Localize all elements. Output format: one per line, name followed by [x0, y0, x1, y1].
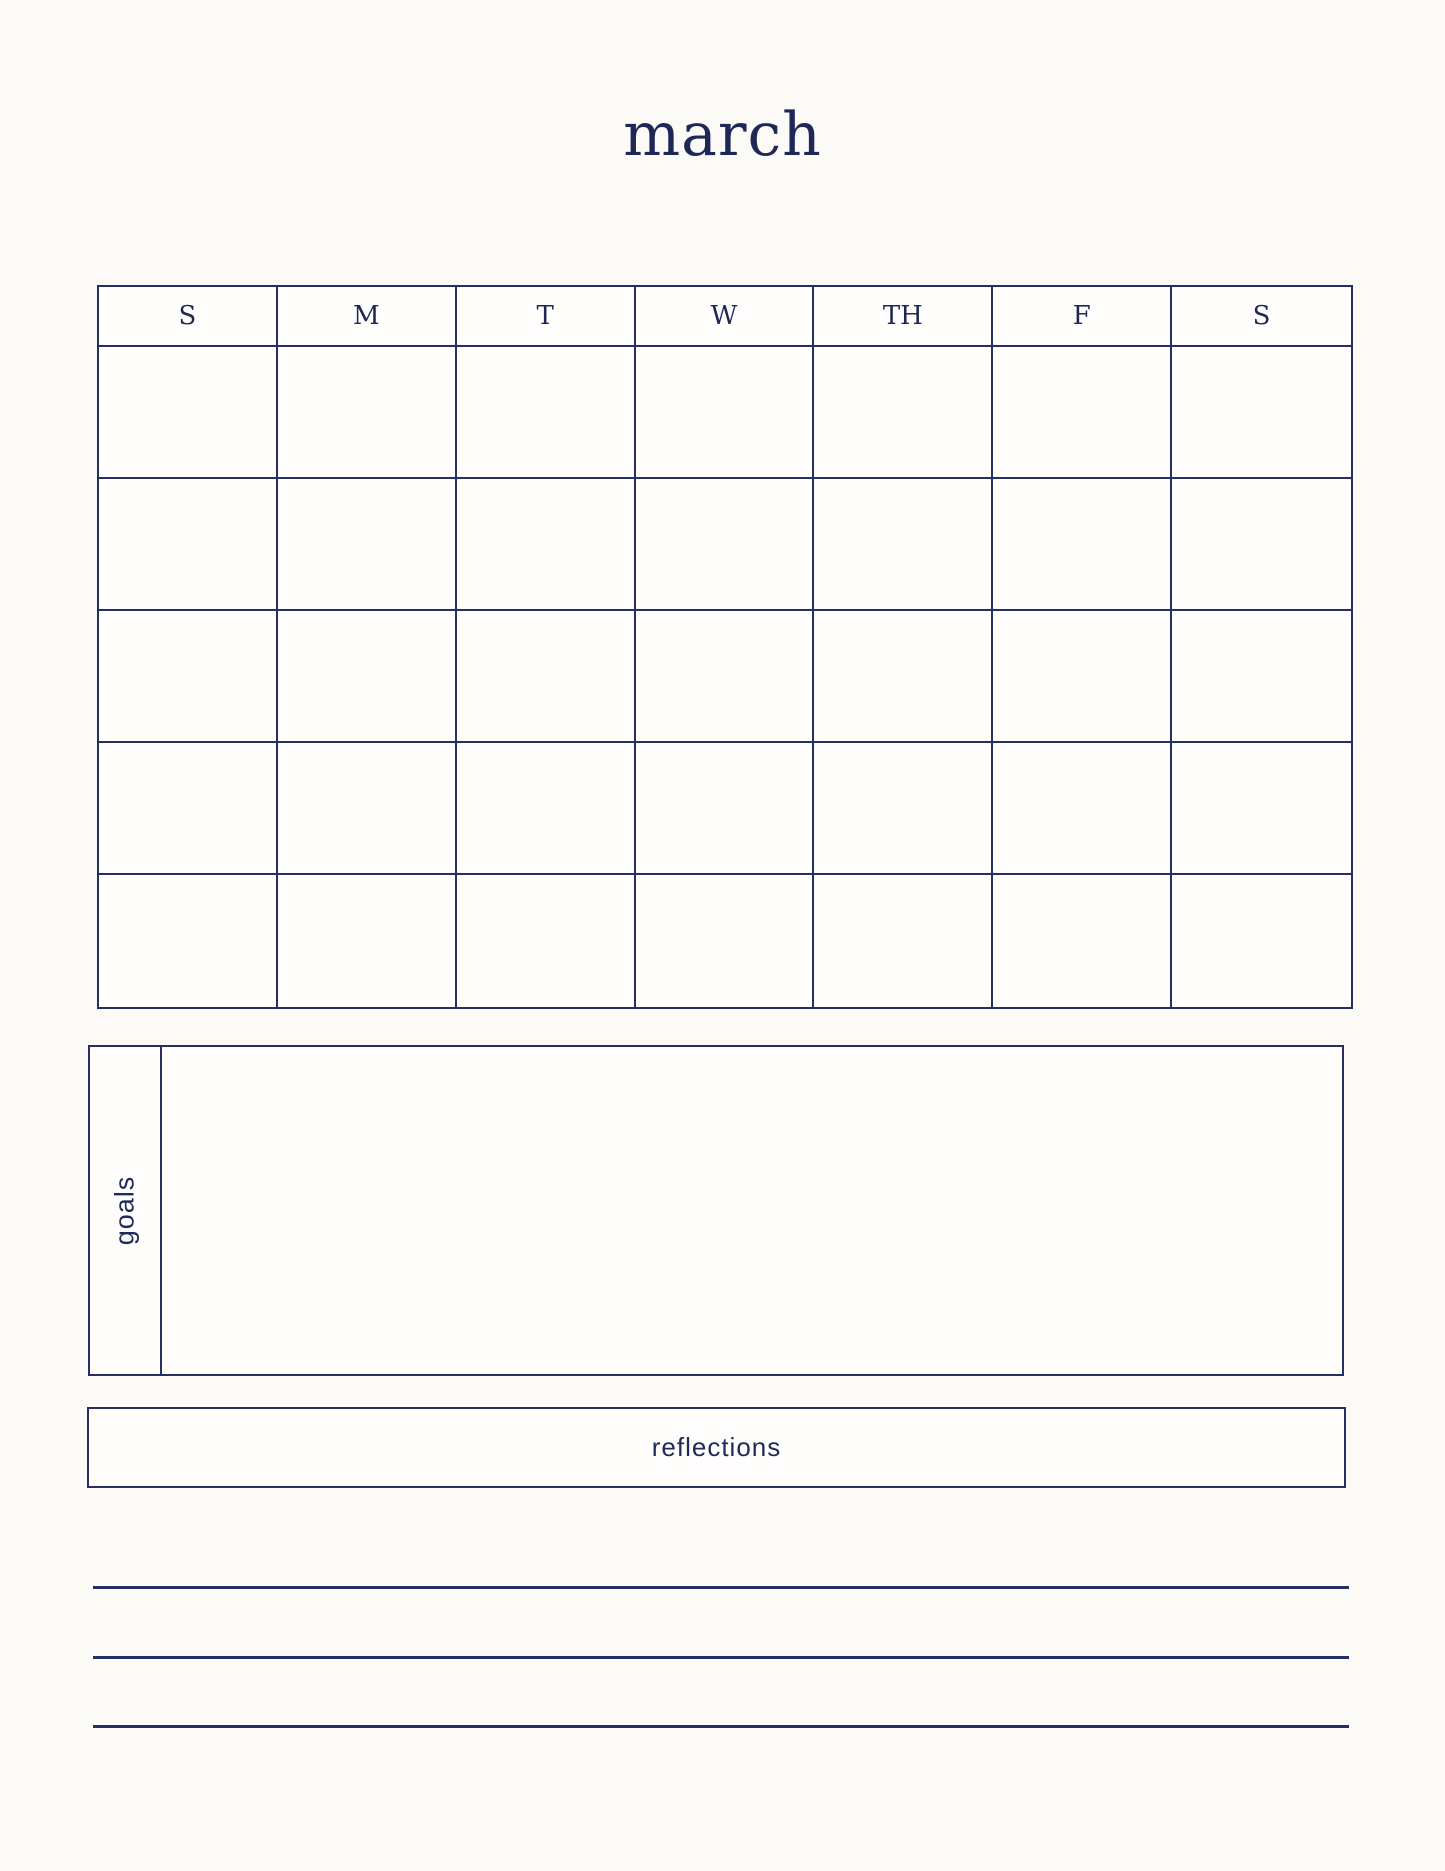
calendar-cell[interactable]: [636, 479, 815, 611]
day-header-sunday: S: [99, 287, 278, 347]
day-header-saturday: S: [1172, 287, 1351, 347]
calendar-cell[interactable]: [814, 611, 993, 743]
calendar-cell[interactable]: [99, 479, 278, 611]
notes-line-2[interactable]: [93, 1656, 1349, 1659]
calendar-cell[interactable]: [99, 347, 278, 479]
goals-content-area[interactable]: [162, 1047, 1342, 1374]
day-header-thursday: TH: [814, 287, 993, 347]
calendar-cell[interactable]: [457, 743, 636, 875]
calendar-cell[interactable]: [1172, 479, 1351, 611]
calendar-cell[interactable]: [814, 347, 993, 479]
calendar-cell[interactable]: [457, 479, 636, 611]
calendar-cell[interactable]: [636, 875, 815, 1007]
day-header-wednesday: W: [636, 287, 815, 347]
notes-line-3[interactable]: [93, 1725, 1349, 1728]
notes-line-1[interactable]: [93, 1586, 1349, 1589]
calendar-cell[interactable]: [636, 611, 815, 743]
calendar-cell[interactable]: [1172, 347, 1351, 479]
calendar-cell[interactable]: [278, 479, 457, 611]
calendar-cell[interactable]: [636, 743, 815, 875]
calendar-cell[interactable]: [278, 875, 457, 1007]
day-header-friday: F: [993, 287, 1172, 347]
calendar-cell[interactable]: [278, 347, 457, 479]
calendar-cell[interactable]: [814, 479, 993, 611]
calendar-cell[interactable]: [278, 611, 457, 743]
calendar-cell[interactable]: [1172, 875, 1351, 1007]
calendar-cell[interactable]: [457, 347, 636, 479]
calendar-cell[interactable]: [99, 743, 278, 875]
goals-box: [88, 1045, 1344, 1376]
reflections-bar: [87, 1407, 1346, 1488]
calendar-grid: [97, 285, 1353, 1009]
reflections-label: reflections: [651, 1432, 782, 1462]
day-header-tuesday: T: [457, 287, 636, 347]
calendar-cell[interactable]: [99, 611, 278, 743]
goals-label-column: [90, 1047, 162, 1374]
calendar-cell[interactable]: [99, 875, 278, 1007]
calendar-cell[interactable]: [1172, 611, 1351, 743]
calendar-cell[interactable]: [993, 743, 1172, 875]
calendar-cell[interactable]: [1172, 743, 1351, 875]
calendar-cell[interactable]: [457, 611, 636, 743]
calendar-cell[interactable]: [457, 875, 636, 1007]
calendar-cell[interactable]: [278, 743, 457, 875]
calendar-cell[interactable]: [814, 875, 993, 1007]
goals-label: goals: [109, 1175, 140, 1246]
calendar-cell[interactable]: [993, 479, 1172, 611]
month-title: march: [623, 100, 822, 170]
calendar-cell[interactable]: [814, 743, 993, 875]
calendar-cell[interactable]: [993, 875, 1172, 1007]
calendar-cell[interactable]: [993, 347, 1172, 479]
calendar-cell[interactable]: [993, 611, 1172, 743]
calendar-cell[interactable]: [636, 347, 815, 479]
day-header-monday: M: [278, 287, 457, 347]
